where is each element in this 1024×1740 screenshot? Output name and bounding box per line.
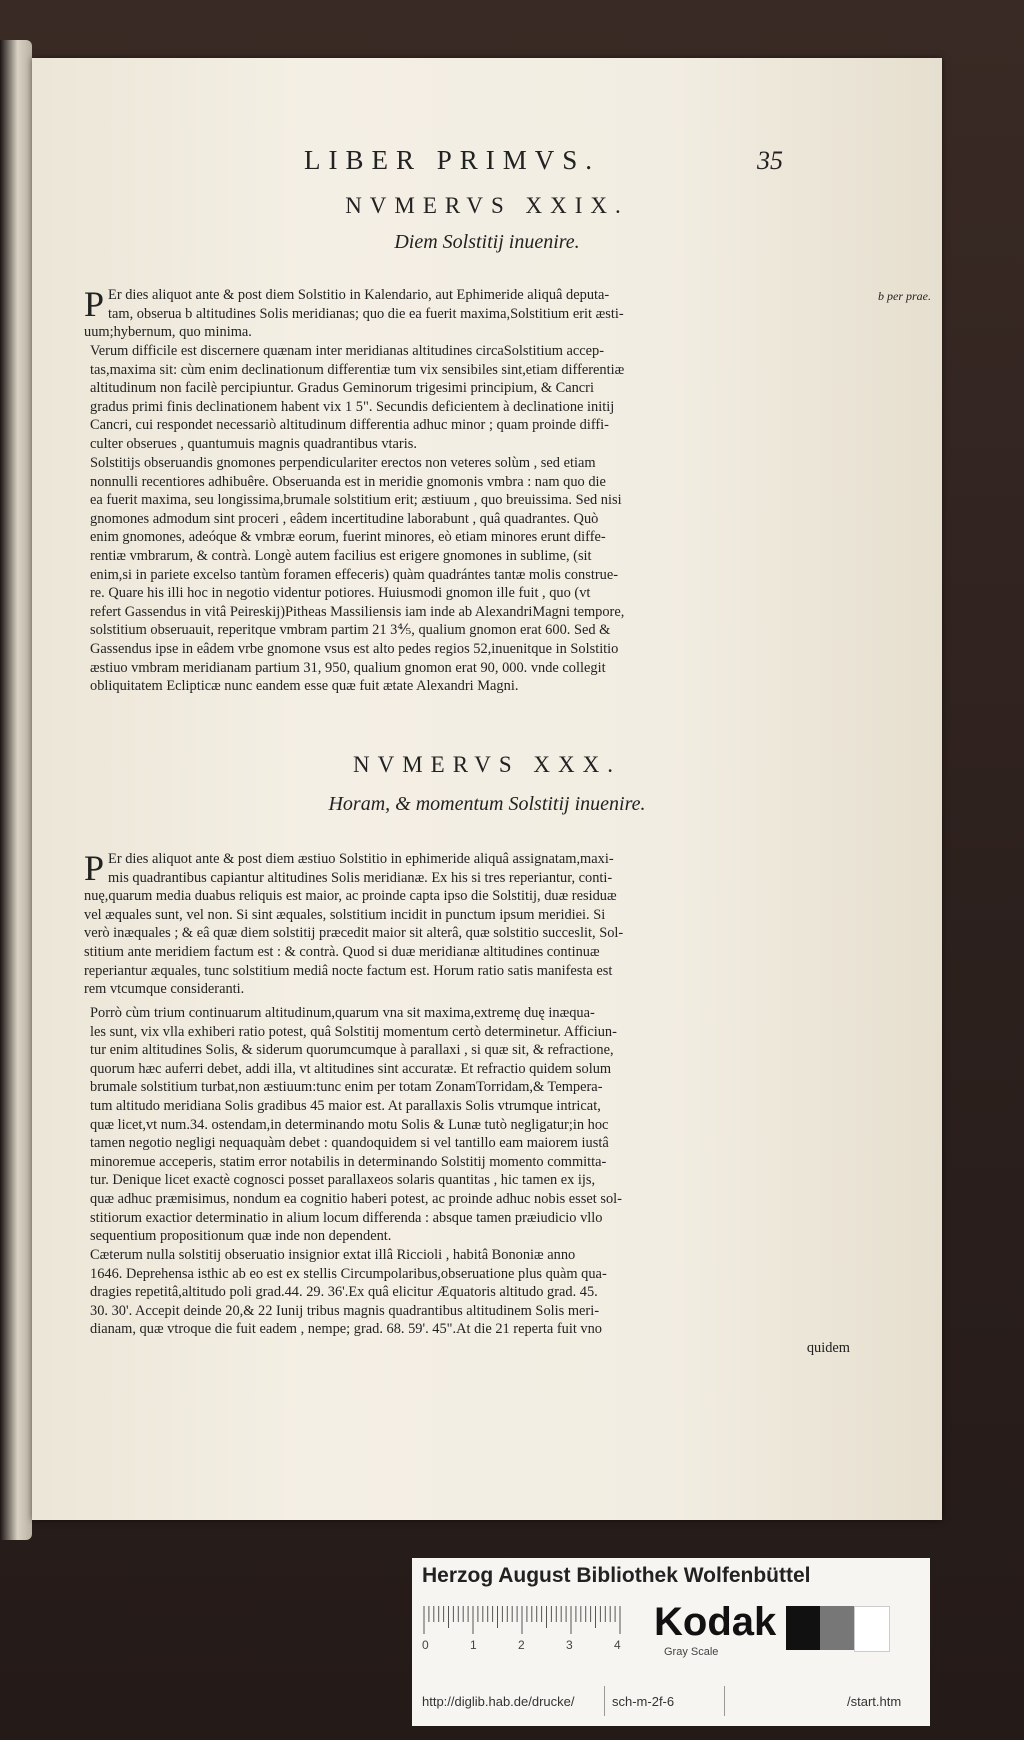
section-29-heading: NVMERVS XXIX. (345, 193, 629, 218)
text-line: minoremue acceperis, statim error notabilis in determinando Solstitij momento committa- (90, 1153, 607, 1170)
s29-paragraph-3 (90, 454, 850, 696)
text-line: 1646. Deprehensa isthic ab eo est ex stellis Circumpolaribus,obseruatione plus quàm qua- (90, 1265, 607, 1282)
text-line: rem vtcumque consideranti. (84, 981, 245, 998)
text-line: dianam, quæ vtroque die fuit eadem , nempe; grad. 68. 59'. 45".At die 21 reperta fuit vno (90, 1321, 603, 1338)
running-head: LIBER PRIMVS. (304, 145, 601, 175)
text-line: rentiæ vmbrarum, & contrà. Longè autem facilius est erigere gnomones in sublime, (sit (90, 547, 592, 564)
ruler-scale (422, 1606, 622, 1634)
text-line: quæ licet,vt num.34. ostendam,in determinando motu Solis & Lunæ tutò negligatur;in hoc (90, 1116, 609, 1133)
drop-cap: P (84, 848, 105, 888)
text-line: brumale solstitium turbat,non æstiuum:tunc enim per totam ZonamTorridam,& Tempera- (90, 1079, 603, 1096)
text-line: culter obserues , quantumuis magnis quadrantibus vtaris. (90, 435, 417, 452)
color-target-card (412, 1558, 930, 1726)
text-line: vel æquales sunt, vel non. Si sint æquales, solstitium incidit in punctum ipsum meridiei. Si (84, 906, 606, 923)
text-line: altitudinum non facilè percipiuntur. Gradus Geminorum trigesimi principium, & Cancri (90, 380, 594, 397)
ruler-number: 4 (614, 1638, 621, 1652)
text-line: reperiantur æquales, tunc solstitium mediâ nocte factum est. Horum ratio satis manifesta est (84, 962, 613, 979)
text-line: uum;hybernum, quo minima. (84, 324, 252, 341)
text-line: gnomones admodum sint proceri , eâdem incertitudine laborabunt , quâ quadrantes. Quò (90, 510, 599, 527)
text-line: sequentium propositionum quæ inde non dependent. (90, 1228, 392, 1245)
shelfmark: sch-m-2f-6 (612, 1694, 675, 1709)
kodak-logo: Kodak (654, 1600, 777, 1644)
text-line: stitiorum exactior determinatio in alium locum differenda : absque tamen præiudicio vllo (90, 1209, 603, 1226)
divider (604, 1686, 605, 1716)
s29-paragraph-2 (90, 342, 850, 454)
text-line: stitium ante meridiem factum est : & contrà. Quod si duæ meridianæ altitudines continuæ (84, 943, 600, 960)
text-line: Er dies aliquot ante & post diem Solstitio in Kalendario, aut Ephimeride aliquâ deputa- (108, 287, 610, 303)
text-line: Gassendus ipse in eâdem vrbe gnomone vsus est alto pedes regios 52,inuenitque in Solstitio (90, 640, 619, 657)
gray-patch-mid (820, 1606, 854, 1650)
text-line: tur enim altitudines Solis, & siderum quorumcumque à parallaxi , si quæ sit, & refractione, (90, 1042, 614, 1059)
text-line: tur. Denique licet exactè cognosci posset parallaxeos solaris quantitas , hic tamen ex ijs, (90, 1172, 596, 1189)
section-30-heading: NVMERVS XXX. (353, 752, 621, 777)
text-line: obliquitatem Eclipticæ nunc eandem esse quæ fuit ætate Alexandri Magni. (90, 678, 519, 695)
text-line: tas,maxima sit: cùm enim declinationum differentiæ tum vix sensibiles sint,etiam differentiæ (90, 361, 625, 378)
gray-patch-black (786, 1606, 820, 1650)
page-number: 35 (757, 146, 783, 175)
library-title: Herzog August Bibliothek Wolfenbüttel (422, 1564, 811, 1587)
text-line: les sunt, vix vlla exhiberi ratio potest, quâ Solstitij momentum certò determinetur. Afficiun- (90, 1023, 617, 1040)
text-line: æstiuo vmbram meridianam partium 31, 950, qualium gnomon erat 90, 000. vnde collegit (90, 659, 606, 676)
text-line: Porrò cùm trium continuarum altitudinum,quarum vna sit maxima,extremę duę inæqua- (90, 1005, 595, 1021)
text-line: nuę,quarum media duabus reliquis est maior, ac proinde capta ipso die Solstitij, duæ residuæ (84, 888, 617, 905)
text-line: tum altitudo meridiana Solis gradibus 45 maior est. At parallaxis Solis vtrumque intricat, (90, 1097, 601, 1114)
text-line: refert Gassendus in vitâ Peireskij)Pitheas Massiliensis iam inde ab AlexandriMagni tempore, (90, 603, 625, 620)
ruler-number: 3 (566, 1638, 573, 1652)
gray-patch-white (854, 1606, 890, 1652)
text-line: 30. 30'. Accepit deinde 20,& 22 Iunij tribus magnis quadrantibus altitudinem Solis meri- (90, 1302, 599, 1319)
text-line: dragies repetitâ,altitudo poli grad.44. 29. 36'.Ex quâ elicitur Æquatoris altitudo grad. 45. (90, 1284, 598, 1301)
margin-note: b per prae. (878, 289, 931, 303)
s30-paragraph-3 (90, 1246, 850, 1358)
text-line: gradus primi finis declinationem habent vix 1 5". Secundis deficientem à declinatione initij (90, 398, 615, 415)
text-line: re. Quare his illi hoc in negotio videntur potiores. Huiusmodi gnomon ille fuit , quo (vt (90, 585, 591, 602)
s29-paragraph-1 (84, 286, 844, 342)
ruler-number: 1 (470, 1638, 477, 1652)
text-line: tam, obserua b altitudines Solis meridianas; quo die ea fuerit maxima,Solstitium erit æsti- (108, 305, 624, 322)
source-url: http://diglib.hab.de/drucke/ (422, 1694, 575, 1709)
text-line: Er dies aliquot ante & post diem æstiuo Solstitio in ephimeride aliquâ assignatam,maxi- (108, 851, 614, 867)
catchword: quidem (806, 1339, 850, 1356)
page-file: /start.htm (847, 1694, 902, 1709)
gray-scale-label: Gray Scale (664, 1646, 719, 1658)
s30-paragraph-1 (84, 850, 844, 999)
text-line: mis quadrantibus capiantur altitudines Solis meridianæ. Ex his si tres reperiantur, conti- (108, 869, 613, 886)
text-line: Cæterum nulla solstitij obseruatio insignior extat illâ Riccioli , habitâ Bononiæ anno (90, 1247, 576, 1263)
text-line: nonnulli recentiores adhibuêre. Obseruanda est in meridie gnomonis vmbra : nam quo die (90, 473, 606, 490)
ruler-number: 2 (518, 1638, 525, 1652)
text-line: verò inæquales ; & eâ quæ diem solstitij præcedit maior sit alterâ, quæ solstitio succeslit, Sol- (84, 925, 624, 942)
text-line: Cancri, cui respondet necessariò altitudinum differentia adhuc minor ; quam proinde diffi- (90, 417, 609, 434)
text-line: Verum difficile est discernere quænam inter meridianas altitudines circaSolstitium accep- (90, 343, 605, 359)
text-line: quorum hæc auferri debet, addi illa, vt altitudines sint accuratæ. Et refractio quidem solum (90, 1060, 612, 1077)
text-line: ea fuerit maxima, seu longissima,brumale solstitium erit; æstiuum , quo breuissima. Sed nisi (90, 492, 622, 509)
section-30-subheading: Horam, & momentum Solstitij inuenire. (328, 793, 646, 815)
text-line: Solstitijs obseruandis gnomones perpendiculariter erectos non veteres solùm , sed etiam (90, 455, 596, 471)
divider (724, 1686, 725, 1716)
text-line: solstitium obseruauit, reperitque vmbram partim 21 3⅘, qualium gnomon erat 600. Sed & (90, 622, 611, 639)
book-page (32, 58, 942, 1520)
s30-paragraph-2 (90, 1004, 850, 1246)
text-line: quæ adhuc præmisimus, nondum ea cognitio haberi potest, ac proinde adhuc nobis esset sol- (90, 1190, 622, 1207)
text-line: tamen negotio negligi nequaquàm debet : quandoquidem si vel tantillo eam maiorem iustâ (90, 1135, 609, 1152)
section-29-subheading: Diem Solstitij inuenire. (394, 231, 580, 253)
drop-cap: P (84, 284, 105, 324)
ruler-number: 0 (422, 1638, 429, 1652)
left-page-edge (0, 40, 32, 1540)
text-line: enim gnomones, adeóque & vmbræ eorum, fuerint minores, eò etiam minores erunt diffe- (90, 529, 606, 546)
text-line: enim,si in pariete excelso tantùm foramen effeceris) quàm quadrántes tantæ molis construe- (90, 566, 619, 583)
